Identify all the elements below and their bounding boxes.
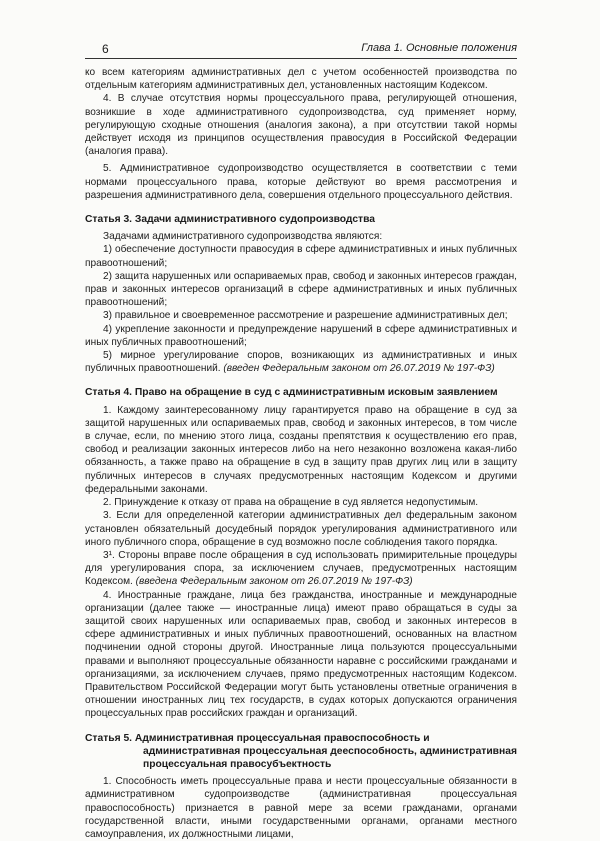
page-header xyxy=(85,40,517,59)
intro-paragraph-5: 5. Административное судопроизводство осуществляется в соответствии с теми нормами процессуального права, которые действуют во время рассмотрения и разрешения административного дела, совершения отдельного процессуального действия. xyxy=(85,163,517,201)
page-content xyxy=(85,66,517,841)
article-4-paragraph-2: 2. Принуждение к отказу от права на обращение в суд является недопустимым. xyxy=(103,497,479,509)
page-number: 6 xyxy=(102,42,109,56)
article-4-paragraph-3-1-note: (введена Федеральным законом от 26.07.2019 № 197-ФЗ) xyxy=(135,576,413,588)
chapter-title: Глава 1. Основные положения xyxy=(361,42,517,54)
article-4-paragraph-1: 1. Каждому заинтересованному лицу гарантируется право на обращение в суд за защитой нарушенных или оспариваемых прав, свобод и законных интересов, в том числе в случае, если, по мнению этого лица, созданы препятствия к осуществлению его прав, свобод и реализации законных интересов либо на него незаконно возложена какая-либо обязанность, а также право на обращение в суд в защиту прав других лиц или в защиту публичных интересов в случаях предусмотренных настоящим Кодексом и другими федеральными законами. xyxy=(85,404,517,495)
article-3-item-3: 3) правильное и своевременное рассмотрение и разрешение административных дел; xyxy=(103,310,508,322)
article-4-paragraph-3-1-text: 3¹. Стороны вправе после обращения в суд использовать примирительные процедуры для урегулирования спора, за исключением случаев, предусмотренных настоящим Кодексом. xyxy=(85,549,517,588)
article-3-item-4: 4) укрепление законности и предупреждение нарушений в сфере административных и иных публичных правоотношений; xyxy=(85,323,517,348)
article-3-item-5 xyxy=(85,349,517,375)
article-3-title: Статья 3. Задачи административного судопроизводства xyxy=(85,214,376,226)
article-5-title: Статья 5. Административная процессуальная правоспособность и административная процессуальная дееспособность, административная процессуальная правосубъектность xyxy=(85,732,517,770)
article-4-title: Статья 4. Право на обращение в суд с административным исковым заявлением xyxy=(85,387,498,399)
article-4-paragraph-4: 4. Иностранные граждане, лица без гражданства, иностранные и международные организации (далее также — иностранные лица) имеют право обращаться в суды за защитой своих нарушенных или оспариваемых прав, свобод и законных интересов в сфере административных и иных публичных правоотношений, основанных на властном подчинении одной стороны другой. Иностранные лица пользуются процессуальными правами и выполняют процессуальные обязанности наравне с российскими гражданами и организациями, за исключением случаев, прямо предусмотренных настоящим Кодексом. Правительством Российской Федерации могут быть установлены ответные ограничения в отношении иностранных лиц тех государств, в судах которых допускаются ограничения процессуальных прав российских граждан и организаций. xyxy=(85,589,517,720)
article-4-paragraph-3-1 xyxy=(85,549,517,589)
intro-paragraph-4: 4. В случае отсутствия нормы процессуального права, регулирующей отношения, возникшие в ходе административного судопроизводства, суд применяет норму, регулирующую сходные отношения (аналогия закона), а при отсутствии такой нормы действует исходя из принципов осуществления правосудия в Российской Федерации (аналогия права). xyxy=(85,93,517,158)
intro-paragraph-continued: ко всем категориям административных дел с учетом особенностей производства по отдельным категориям административных дел, установленных настоящим Кодексом. xyxy=(85,67,517,92)
article-3-lead: Задачами административного судопроизводства являются: xyxy=(103,231,383,243)
article-3-item-5-note: (введен Федеральным законом от 26.07.2019 № 197-ФЗ) xyxy=(223,363,495,375)
article-4-paragraph-3: 3. Если для определенной категории административных дел федеральным законом установлен обязательный досудебный порядок урегулирования административного или иного публичного спора, обращение в суд возможно после соблюдения такого порядка. xyxy=(85,510,517,548)
article-5-paragraph-1: 1. Способность иметь процессуальные права и нести процессуальные обязанности в административном судопроизводстве (административная процессуальная правоспособность) признается в равной мере за всеми гражданами, органами государственной власти, иными государственными органами, органами местного самоуправления, их должностными лицами, xyxy=(85,776,517,840)
article-3-item-1: 1) обеспечение доступности правосудия в сфере административных и иных публичных правоотношений; xyxy=(85,244,517,269)
article-3-item-5-text: 5) мирное урегулирование споров, возникающих из административных и иных публичных правоотношений. xyxy=(85,350,517,375)
article-3-item-2: 2) защита нарушенных или оспариваемых прав, свобод и законных интересов граждан, прав и законных интересов организаций в сфере административных и иных публичных правоотношений; xyxy=(85,270,517,309)
